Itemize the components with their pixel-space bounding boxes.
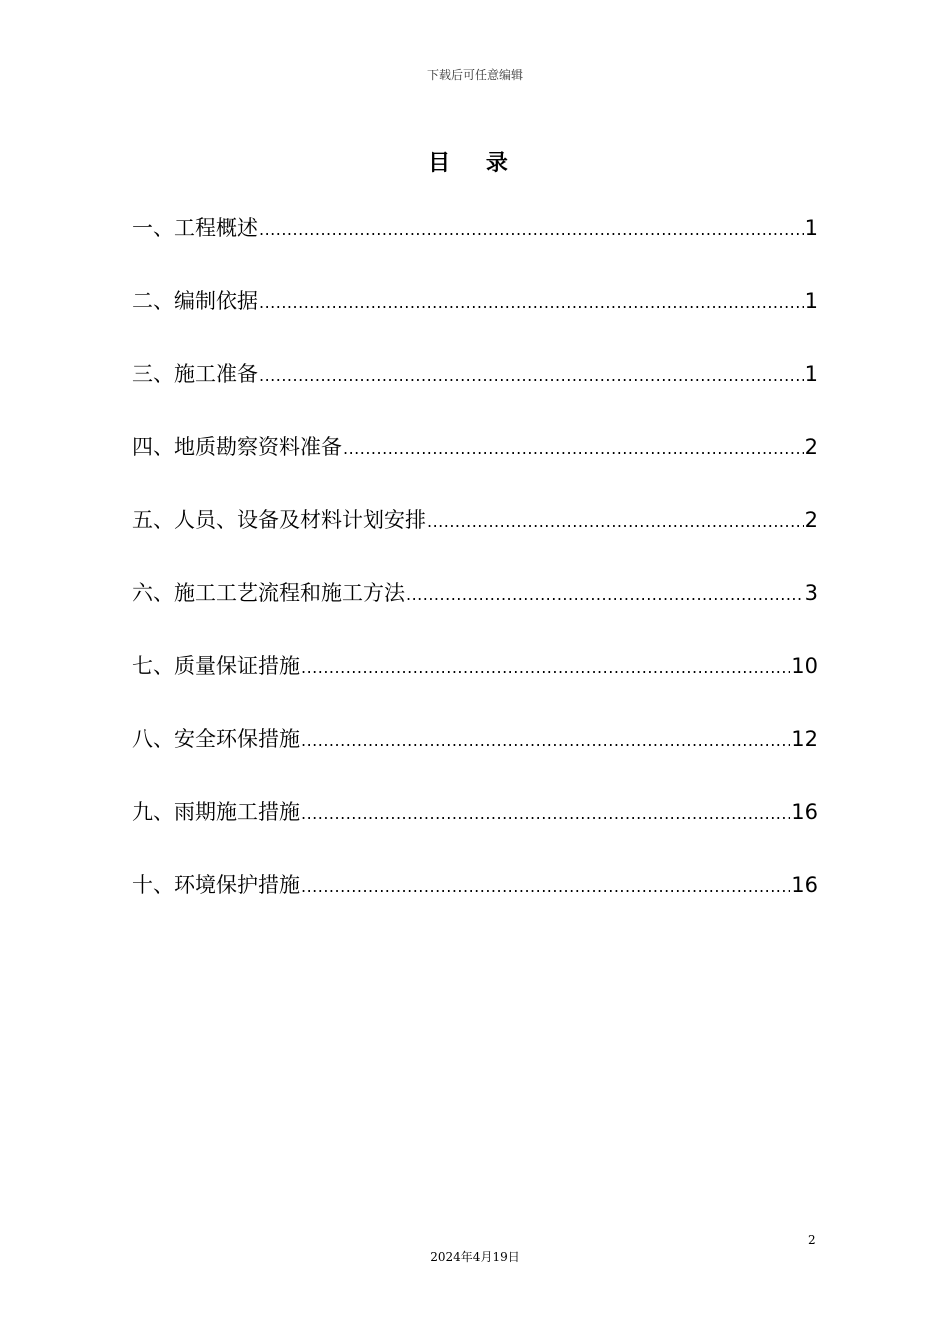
toc-entry-label: 三、施工准备	[132, 362, 258, 386]
toc-entry-page: 10	[791, 654, 818, 678]
dot-leader	[427, 512, 804, 531]
toc-entry-page: 2	[804, 435, 818, 459]
toc-entry-label: 十、环境保护措施	[132, 873, 300, 897]
toc-entry-4[interactable]	[132, 431, 818, 504]
toc-entry-label: 七、质量保证措施	[132, 654, 300, 678]
toc-entry-2[interactable]	[132, 285, 818, 358]
dot-leader	[259, 366, 804, 385]
dot-leader	[406, 585, 804, 604]
dot-leader	[343, 439, 804, 458]
toc-entry-label: 六、施工工艺流程和施工方法	[132, 581, 405, 605]
toc-entry-10[interactable]	[132, 869, 818, 942]
table-of-contents	[132, 212, 818, 942]
dot-leader	[259, 220, 804, 239]
toc-entry-9[interactable]	[132, 796, 818, 869]
footer-date: 2024年4月19日	[430, 1250, 520, 1264]
toc-entry-8[interactable]	[132, 723, 818, 796]
dot-leader	[301, 877, 790, 896]
toc-entry-7[interactable]	[132, 650, 818, 723]
toc-entry-label: 四、地质勘察资料准备	[132, 435, 342, 459]
page-number: 2	[808, 1233, 816, 1247]
toc-entry-page: 12	[791, 727, 818, 751]
toc-entry-3[interactable]	[132, 358, 818, 431]
toc-title: 目 录	[428, 151, 522, 176]
toc-entry-1[interactable]	[132, 212, 818, 285]
dot-leader	[301, 731, 790, 750]
dot-leader	[301, 658, 790, 677]
toc-entry-label: 八、安全环保措施	[132, 727, 300, 751]
toc-entry-label: 五、人员、设备及材料计划安排	[132, 508, 426, 532]
toc-entry-page: 16	[791, 800, 818, 824]
toc-entry-label: 二、编制依据	[132, 289, 258, 313]
toc-entry-page: 1	[804, 216, 818, 240]
toc-entry-page: 3	[804, 581, 818, 605]
toc-entry-page: 16	[791, 873, 818, 897]
toc-entry-label: 九、雨期施工措施	[132, 800, 300, 824]
dot-leader	[301, 804, 790, 823]
toc-entry-5[interactable]	[132, 504, 818, 577]
toc-entry-label: 一、工程概述	[132, 216, 258, 240]
toc-entry-6[interactable]	[132, 577, 818, 650]
toc-entry-page: 1	[804, 362, 818, 386]
dot-leader	[259, 293, 804, 312]
toc-entry-page: 1	[804, 289, 818, 313]
toc-entry-page: 2	[804, 508, 818, 532]
header-note: 下载后可任意编辑	[426, 68, 523, 82]
